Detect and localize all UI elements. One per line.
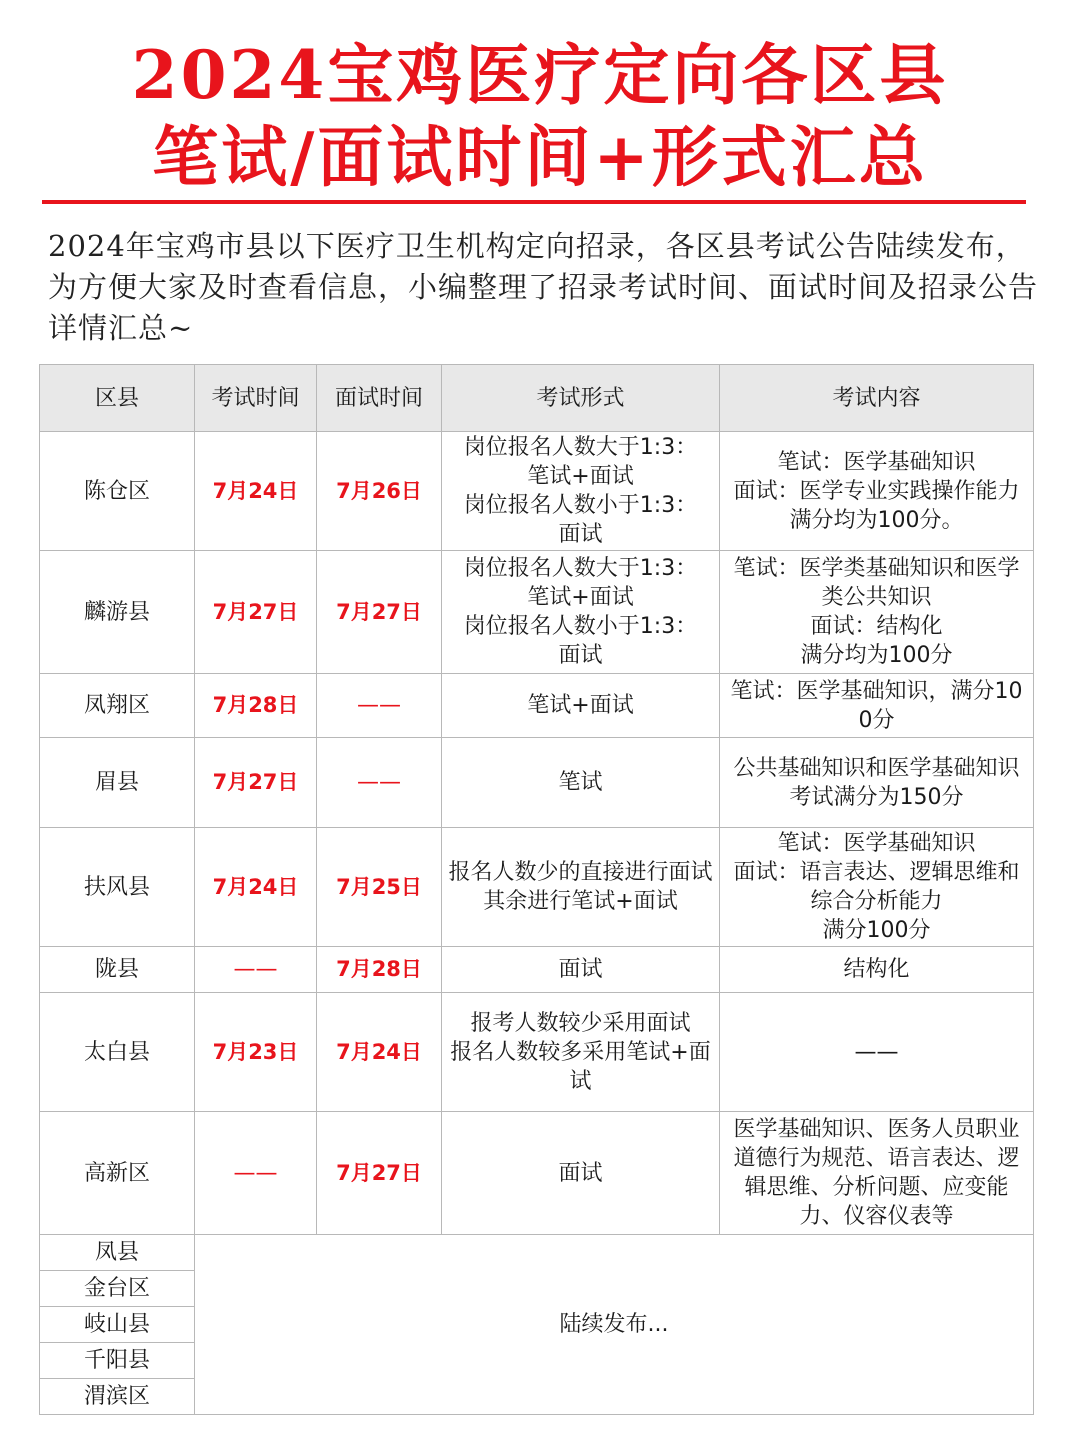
interview-date-cell: 7月27日 bbox=[317, 1112, 442, 1235]
exam-date-cell: 7月24日 bbox=[195, 828, 317, 947]
page-title-line-2: 笔试/面试时间+形式汇总 bbox=[152, 118, 928, 196]
exam-content-cell bbox=[720, 947, 1034, 993]
format-line: 报考人数较少采用面试 bbox=[470, 1010, 691, 1036]
format-line: 笔试+面试 bbox=[527, 585, 634, 610]
content-line: —— bbox=[854, 1039, 899, 1065]
table-row bbox=[40, 947, 1034, 993]
header-exam-content: 考试内容 bbox=[720, 365, 1034, 432]
format-line: 面试 bbox=[558, 957, 603, 982]
interview-date-cell: —— bbox=[317, 674, 442, 738]
content-line: 笔试：医学基础知识，满分100分 bbox=[730, 678, 1023, 733]
content-line: 面试：医学专业实践操作能力 bbox=[733, 478, 1020, 504]
table-row bbox=[40, 738, 1034, 828]
format-line: 其余进行笔试+面试 bbox=[483, 889, 678, 914]
format-line: 报名人数较多采用笔试+面试 bbox=[450, 1039, 711, 1094]
exam-date-cell: 7月23日 bbox=[195, 993, 317, 1112]
content-line: 满分100分 bbox=[822, 918, 931, 943]
content-line: 满分均为100分。 bbox=[789, 507, 964, 533]
content-line: 结构化 bbox=[843, 957, 910, 982]
county-cell: 陇县 bbox=[40, 947, 195, 993]
exam-date-cell: 7月27日 bbox=[195, 551, 317, 674]
county-cell: 凤县 bbox=[40, 1235, 195, 1271]
format-line: 岗位报名人数小于1:3： bbox=[463, 614, 698, 639]
interview-date-cell: 7月27日 bbox=[317, 551, 442, 674]
county-cell: 眉县 bbox=[40, 738, 195, 828]
format-line: 报名人数少的直接进行面试 bbox=[448, 860, 713, 885]
county-cell: 扶风县 bbox=[40, 828, 195, 947]
table-row-pending bbox=[40, 1235, 1034, 1271]
county-cell: 渭滨区 bbox=[40, 1379, 195, 1415]
header-county: 区县 bbox=[40, 365, 195, 432]
table-row bbox=[40, 674, 1034, 738]
content-line: 面试：结构化 bbox=[810, 614, 943, 639]
exam-content-cell bbox=[720, 738, 1034, 828]
exam-schedule-table bbox=[39, 364, 1034, 1415]
table-row bbox=[40, 432, 1034, 551]
exam-content-cell bbox=[720, 828, 1034, 947]
pending-status-cell: 陆续发布... bbox=[195, 1235, 1034, 1415]
exam-content-cell bbox=[720, 674, 1034, 738]
county-cell: 千阳县 bbox=[40, 1343, 195, 1379]
county-cell: 陈仓区 bbox=[40, 432, 195, 551]
exam-format-cell bbox=[442, 674, 720, 738]
county-cell: 麟游县 bbox=[40, 551, 195, 674]
format-line: 岗位报名人数大于1:3： bbox=[463, 435, 698, 460]
county-cell: 高新区 bbox=[40, 1112, 195, 1235]
intro-paragraph: 2024年宝鸡市县以下医疗卫生机构定向招录，各区县考试公告陆续发布，为方便大家及时查看信息，小编整理了招录考试时间、面试时间及招录公告详情汇总~ bbox=[48, 229, 1039, 345]
page-title-line-1: 2024宝鸡医疗定向各区县 bbox=[131, 36, 949, 114]
exam-format-cell bbox=[442, 738, 720, 828]
interview-date-cell: —— bbox=[317, 738, 442, 828]
title-divider bbox=[42, 200, 1026, 204]
format-line: 笔试+面试 bbox=[527, 693, 634, 718]
content-line: 公共基础知识和医学基础知识 bbox=[733, 755, 1020, 781]
table-row bbox=[40, 1112, 1034, 1235]
exam-content-cell bbox=[720, 432, 1034, 551]
exam-format-cell bbox=[442, 947, 720, 993]
header-exam-format: 考试形式 bbox=[442, 365, 720, 432]
interview-date-cell: 7月25日 bbox=[317, 828, 442, 947]
content-line: 笔试：医学类基础知识和医学类公共知识 bbox=[733, 556, 1020, 610]
content-line: 医学基础知识、医务人员职业道德行为规范、语言表达、逻辑思维、分析问题、应变能力、仪容仪表等 bbox=[733, 1117, 1020, 1229]
format-line: 岗位报名人数大于1:3： bbox=[463, 556, 698, 581]
table-row bbox=[40, 551, 1034, 674]
header-exam-date: 考试时间 bbox=[195, 365, 317, 432]
exam-date-cell: —— bbox=[195, 947, 317, 993]
header-interview-date: 面试时间 bbox=[317, 365, 442, 432]
exam-format-cell bbox=[442, 551, 720, 674]
exam-content-cell bbox=[720, 993, 1034, 1112]
content-line: 笔试：医学基础知识 bbox=[777, 831, 976, 856]
content-line: 满分均为100分 bbox=[800, 643, 953, 668]
format-line: 笔试+面试 bbox=[527, 464, 634, 489]
content-line: 面试：语言表达、逻辑思维和综合分析能力 bbox=[733, 860, 1020, 914]
table-row bbox=[40, 828, 1034, 947]
exam-date-cell: —— bbox=[195, 1112, 317, 1235]
exam-content-cell bbox=[720, 1112, 1034, 1235]
content-line: 考试满分为150分 bbox=[789, 784, 964, 810]
exam-format-cell bbox=[442, 1112, 720, 1235]
format-line: 面试 bbox=[558, 522, 603, 547]
county-cell: 岐山县 bbox=[40, 1307, 195, 1343]
exam-format-cell bbox=[442, 828, 720, 947]
county-cell: 金台区 bbox=[40, 1271, 195, 1307]
content-line: 笔试：医学基础知识 bbox=[777, 449, 976, 475]
exam-format-cell bbox=[442, 993, 720, 1112]
exam-format-cell bbox=[442, 432, 720, 551]
exam-content-cell bbox=[720, 551, 1034, 674]
format-line: 岗位报名人数小于1:3： bbox=[463, 493, 698, 518]
interview-date-cell: 7月24日 bbox=[317, 993, 442, 1112]
exam-date-cell: 7月24日 bbox=[195, 432, 317, 551]
interview-date-cell: 7月26日 bbox=[317, 432, 442, 551]
county-cell: 凤翔区 bbox=[40, 674, 195, 738]
exam-date-cell: 7月27日 bbox=[195, 738, 317, 828]
format-line: 笔试 bbox=[558, 770, 603, 795]
county-cell: 太白县 bbox=[40, 993, 195, 1112]
exam-date-cell: 7月28日 bbox=[195, 674, 317, 738]
table-row bbox=[40, 993, 1034, 1112]
table-header-row bbox=[40, 365, 1034, 432]
format-line: 面试 bbox=[558, 643, 603, 668]
interview-date-cell: 7月28日 bbox=[317, 947, 442, 993]
format-line: 面试 bbox=[558, 1160, 603, 1186]
